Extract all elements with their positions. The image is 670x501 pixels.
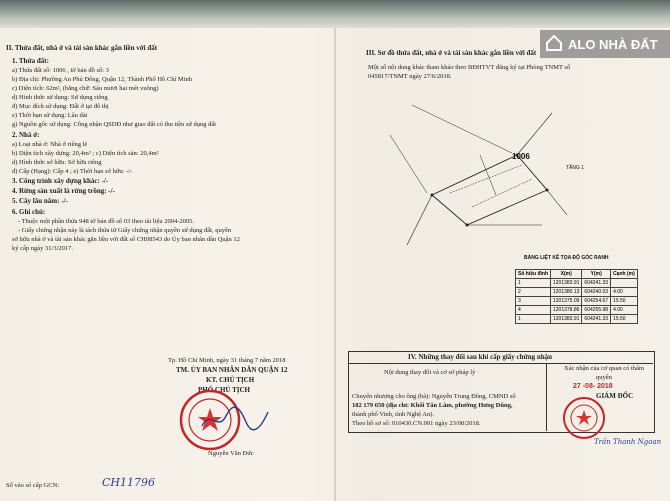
- table-cell: 1: [516, 315, 551, 324]
- column-header: Cạnh (m): [611, 270, 638, 279]
- land-line: d) Hình thức sử dụng: Sử dụng riêng: [12, 94, 108, 101]
- section-3-heading: III. Sơ đồ thửa đất, nhà ở và tài sản khác gắn liền với đất: [366, 49, 537, 57]
- house-line: a) Loại nhà ở: Nhà ở riêng lẻ: [12, 141, 88, 148]
- table-cell: 1201375.09: [551, 297, 582, 306]
- house-line: b) Diện tích xây dựng: 20,4m² ; c) Diện tích sàn: 20,4m²: [12, 150, 159, 157]
- table-cell: 4: [516, 306, 551, 315]
- table-cell: 3: [516, 297, 551, 306]
- red-seal: [562, 396, 606, 440]
- issuing-authority: TM. ỦY BAN NHÂN DÂN QUẬN 12: [176, 366, 288, 374]
- land-line: a) Thửa đất số: 1006 , tờ bản đồ số: 3: [12, 67, 109, 74]
- table-cell: 1201383.91: [551, 279, 582, 288]
- change-date-stamp: 27 -08- 2018: [573, 383, 613, 390]
- coord-table-title: BẢNG LIỆT KÊ TỌA ĐỘ GÓC RANH: [524, 255, 609, 261]
- land-line: g) Nguồn gốc sử dụng: Công nhận QSDĐ như giao đất có thu tiền sử dụng đất: [12, 121, 217, 128]
- table-cell: 15.50: [611, 297, 638, 306]
- table-row: [516, 297, 638, 306]
- divider: [546, 363, 547, 431]
- plot-diagram: [372, 95, 572, 265]
- watermark-text: ALO NHÀ ĐẤT: [568, 37, 658, 52]
- changes-col-1: Nội dung thay đổi và cơ sở pháp lý: [384, 369, 476, 376]
- changes-col-2: Xác nhận của cơ quan có thẩm quyền: [564, 365, 644, 381]
- land-line: c) Diện tích: 62m², (bằng chữ: Sáu mươi hai mét vuông): [12, 85, 159, 92]
- table-cell: 15.50: [611, 315, 638, 324]
- director-title: GIÁM ĐỐC: [596, 392, 634, 400]
- note-line: - Thuộc một phần thửa 948 tờ bản đồ số 03 theo tài liệu 2004-2005.: [18, 218, 194, 225]
- other-line: 3. Công trình xây dựng khác: -/-: [12, 177, 109, 185]
- table-row: [516, 315, 638, 324]
- table-row: [516, 306, 638, 315]
- note-line: sở hữu nhà ở và tài sản khác gắn liền với đất số CH08543 do Ủy ban nhân dân Quận 12: [12, 236, 240, 243]
- table-cell: 4.00: [611, 288, 638, 297]
- photo-top-edge: [0, 0, 670, 30]
- deputy-title: KT. CHỦ TỊCH: [206, 376, 255, 384]
- note-line: ký cấp ngày 31/3/2017.: [12, 245, 74, 252]
- land-title: 1. Thửa đất:: [12, 57, 49, 65]
- book-number: CH11796: [102, 476, 156, 489]
- house-line: đ) Cấp (Hạng): Cấp 4 ; e) Thời hạn sở hữu: -/-: [12, 168, 133, 175]
- table-cell: 2: [516, 288, 551, 297]
- change-line: thành phố Vinh, tỉnh Nghệ An).: [352, 411, 434, 418]
- page-fold: [334, 28, 336, 501]
- land-line: đ) Mục đích sử dụng: Đất ở tại đô thị: [12, 103, 109, 110]
- table-cell: 604240.03: [582, 288, 611, 297]
- table-cell: 1201380.13: [551, 288, 582, 297]
- deputy-chairman: PHÓ CHỦ TỊCH: [198, 386, 250, 394]
- column-header: X(m): [551, 270, 582, 279]
- table-cell: 1: [516, 279, 551, 288]
- issue-date: Tp. Hồ Chí Minh, ngày 31 tháng 7 năm 2018: [168, 357, 286, 364]
- change-line: Chuyển nhượng cho ông (bà): Nguyễn Trung Đông, CMND số: [352, 393, 516, 400]
- table-cell: 1201378.86: [551, 306, 582, 315]
- coordinate-table: [515, 269, 638, 324]
- table-row: [516, 288, 638, 297]
- floor-label: TẦNG 1: [566, 165, 585, 171]
- notes-title: 6. Ghi chú:: [12, 208, 46, 216]
- other-line: 5. Cây lâu năm: -/-: [12, 197, 68, 205]
- table-cell: 1201383.91: [551, 315, 582, 324]
- land-line: b) Địa chỉ: Phường An Phú Đông, Quận 12, Thành Phố Hồ Chí Minh: [12, 76, 192, 83]
- director-signature: Trần Thanh Ngoan: [594, 438, 662, 446]
- table-cell: 604254.67: [582, 297, 611, 306]
- note-line: - Giấy chứng nhận này là tách thửa từ Giấy chứng nhận quyền sử dụng đất, quyền: [18, 227, 232, 234]
- section-2-heading: II. Thửa đất, nhà ở và tài sản khác gắn liền với đất: [6, 44, 158, 52]
- table-cell: 4.00: [611, 306, 638, 315]
- column-header: Số hiệu đỉnh: [516, 270, 551, 279]
- change-line: Theo hồ sơ số: 010430.CN.001 ngày 23/08/2018.: [352, 420, 481, 427]
- reference-line: 045817/TNMT ngày 27/6/2018.: [368, 73, 452, 80]
- house-line: d) Hình thức sở hữu: Sở hữu riêng: [12, 159, 102, 166]
- table-cell: 604255.98: [582, 306, 611, 315]
- section-4-heading: IV. Những thay đổi sau khi cấp giấy chứng nhận: [408, 353, 553, 361]
- table-cell: [611, 279, 638, 288]
- lot-number-label: 1006: [512, 152, 530, 161]
- table-header-row: [516, 270, 638, 279]
- other-line: 4. Rừng sản xuất là rừng trồng: -/-: [12, 187, 115, 195]
- book-number-label: Số vào sổ cấp GCN:: [6, 482, 60, 489]
- change-line: 182 179 650 (địa chỉ: Khối Tân Lâm, phường Hưng Dũng,: [352, 402, 513, 409]
- reference-line: Một số nội dung khác tham khảo theo BĐHTVT đăng ký tại Phòng TNMT số: [368, 64, 571, 71]
- table-cell: 604241.33: [582, 279, 611, 288]
- house-title: 2. Nhà ở:: [12, 131, 40, 139]
- house-icon: [545, 34, 563, 52]
- land-line: e) Thời hạn sử dụng: Lâu dài: [12, 112, 88, 119]
- signature-mark: [200, 404, 270, 434]
- signer-name: Nguyễn Văn Đức: [208, 450, 254, 457]
- table-cell: 604241.33: [582, 315, 611, 324]
- table-row: [516, 279, 638, 288]
- column-header: Y(m): [582, 270, 611, 279]
